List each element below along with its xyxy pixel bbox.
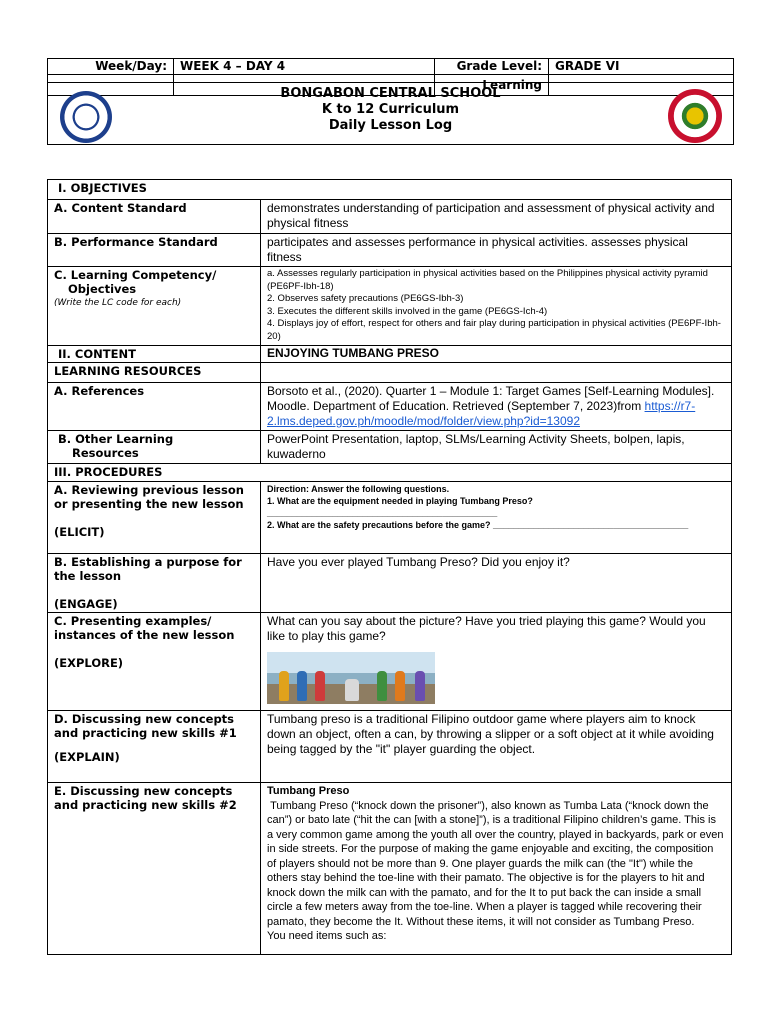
grade-level-label: Grade Level: xyxy=(435,59,549,75)
school-name: BONGABON CENTRAL SCHOOL xyxy=(280,86,501,101)
discuss2-cell xyxy=(261,783,732,955)
engage-label: B. Establishing a purpose for the lesson (ENGAGE) xyxy=(48,554,261,613)
learning-label: Learning xyxy=(435,75,549,96)
references-value: Borsoto et al., (2020). Quarter 1 – Module 1: Target Games [Self-Learning Modules]. Moodle. Department of Education. Retrieved (September 7, 2023)from https://r7-2.lms.deped.gov.ph/moodle/mod/folder/view.php?id=13092 xyxy=(261,383,732,431)
procedures-heading: III. PROCEDURES xyxy=(48,464,732,482)
elicit-tag: (ELICIT) xyxy=(54,525,105,539)
performance-standard-value: participates and assesses performance in physical activities. assesses physical fitness xyxy=(261,234,732,267)
competency-item: 2. Observes safety precautions (PE6GS-Ibh-3) xyxy=(267,293,464,304)
explore-value: What can you say about the picture? Have you tried playing this game? Would you like to play this game? xyxy=(267,614,706,643)
lesson-log-table xyxy=(47,179,732,955)
elicit-direction: Direction: Answer the following questions. xyxy=(267,484,450,494)
discuss2-label: E. Discussing new concepts and practicing new skills #2 xyxy=(48,783,261,955)
week-day-value: WEEK 4 – DAY 4 xyxy=(174,59,435,75)
other-resources-value: PowerPoint Presentation, laptop, SLMs/Learning Activity Sheets, bolpen, lapis, kuwaderno xyxy=(261,431,732,464)
explain-label: D. Discussing new concepts and practicing new skills #1 (EXPLAIN) xyxy=(48,711,261,783)
explore-tag: (EXPLORE) xyxy=(54,656,124,670)
discuss2-value: Tumbang Preso (“knock down the prisoner”), also known as Tumba Lata (“knock down the can”) or bato late (“hit the can [with a stone]”), is a traditional Filipino children’s game. This is a very common game among the youth all over the country, played in backyards, park or even in side streets. For the purpose of making the game enjoyable and exciting, the composition of players should not be more than 9. One player guards the milk can (the "It") while the others stay behind the toe-line with their pamato. The objective is for the players to hit and knock down the milk can with the pamato, and for the It to put back the can inside a small circle a few meters away from the toe-line. When a player is tagged while recovering their pamato, they become the It. Without these items, it will not consider as Tumbang Preso. xyxy=(267,799,727,928)
elicit-answer-line: ______________________________________________ xyxy=(267,508,498,518)
learning-resources-heading: LEARNING RESOURCES xyxy=(48,363,261,383)
content-value: ENJOYING TUMBANG PRESO xyxy=(261,346,732,363)
school-header xyxy=(47,82,734,145)
elicit-question-2: 2. What are the safety precautions before the game? _______________________________________ xyxy=(267,520,689,530)
elicit-questions xyxy=(261,482,732,554)
competency-item: 4. Displays joy of effort, respect for others and fair play during participation in physical activities (PE6PF-Ibh-20) xyxy=(267,318,721,342)
content-heading: II. CONTENT xyxy=(48,346,261,363)
discuss2-heading: Tumbang Preso xyxy=(267,785,350,797)
competency-item: a. Assesses regularly participation in physical activities based on the Philippines physical activity pyramid (PE6PF-Ibh-18) xyxy=(267,268,708,292)
content-standard-value: demonstrates understanding of participation and assessment of physical activity and physical fitness xyxy=(261,200,732,234)
week-day-label: Week/Day: xyxy=(48,59,174,75)
other-resources-label: B. Other Learning Resources xyxy=(48,431,261,464)
content-standard-label: A. Content Standard xyxy=(48,200,261,234)
explore-cell xyxy=(261,613,732,711)
performance-standard-label: B. Performance Standard xyxy=(48,234,261,267)
competency-note: (Write the LC code for each) xyxy=(54,298,182,308)
curriculum-title: K to 12 Curriculum xyxy=(321,102,460,117)
engage-value: Have you ever played Tumbang Preso? Did you enjoy it? xyxy=(261,554,732,613)
explain-tag: (EXPLAIN) xyxy=(54,750,120,764)
engage-tag: (ENGAGE) xyxy=(54,597,118,611)
discuss2-tail: You need items such as: xyxy=(267,930,387,942)
explore-label: C. Presenting examples/ instances of the new lesson (EXPLORE) xyxy=(48,613,261,711)
elicit-label: A. Reviewing previous lesson or presenting the new lesson (ELICIT) xyxy=(48,482,261,554)
explain-value: Tumbang preso is a traditional Filipino outdoor game where players aim to knock down an object, often a can, by throwing a slipper or a soft object at it while avoiding being tagged by the "it" player guarding the object. xyxy=(261,711,732,783)
competency-item: 3. Executes the different skills involved in the game (PE6GS-Ich-4) xyxy=(267,305,548,317)
tumbang-preso-picture xyxy=(267,652,435,704)
references-link[interactable]: https://r7-2.lms.deped.gov.ph/moodle/mod/folder/view.php?id=13092 xyxy=(267,399,696,428)
elicit-question-1: 1. What are the equipment needed in playing Tumbang Preso? xyxy=(267,496,533,506)
grade-level-value: GRADE VI xyxy=(549,59,734,75)
competency-list xyxy=(261,267,732,346)
log-title: Daily Lesson Log xyxy=(328,118,453,133)
objectives-heading: I. OBJECTIVES xyxy=(48,180,732,200)
references-label: A. References xyxy=(48,383,261,431)
school-seal-logo xyxy=(668,89,722,143)
competency-label: C. Learning Competency/ Objectives (Write the LC code for each) xyxy=(48,267,261,346)
